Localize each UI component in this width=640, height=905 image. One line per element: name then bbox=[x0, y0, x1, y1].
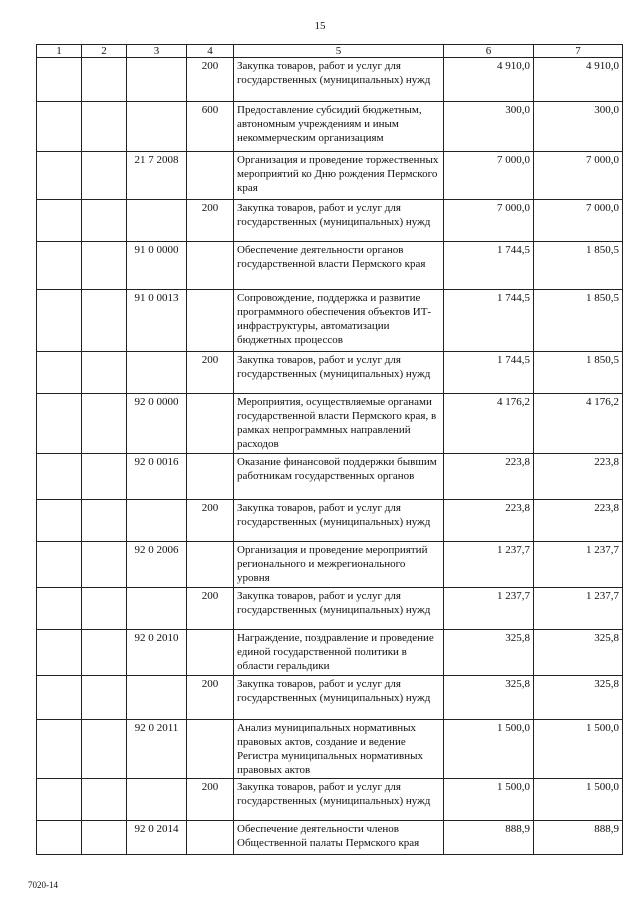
expense-type-cell: 200 bbox=[187, 58, 234, 102]
amount-col6-cell: 325,8 bbox=[444, 630, 534, 676]
column-1-cell bbox=[37, 500, 82, 542]
expense-type-cell: 200 bbox=[187, 500, 234, 542]
amount-col6-cell: 1 744,5 bbox=[444, 290, 534, 352]
expense-type-cell: 200 bbox=[187, 200, 234, 242]
column-2-cell bbox=[82, 588, 127, 630]
expense-type-cell bbox=[187, 152, 234, 200]
item-name-cell: Закупка товаров, работ и услуг для государственных (муниципальных) нужд bbox=[234, 58, 444, 102]
expense-type-cell bbox=[187, 454, 234, 500]
column-2-cell bbox=[82, 102, 127, 152]
item-name-cell: Награждение, поздравление и проведение единой государственной политики в области геральдики bbox=[234, 630, 444, 676]
expense-type-cell: 200 bbox=[187, 676, 234, 720]
column-1-cell bbox=[37, 630, 82, 676]
target-code-cell: 92 0 0016 bbox=[127, 454, 187, 500]
item-name-cell: Закупка товаров, работ и услуг для государственных (муниципальных) нужд bbox=[234, 588, 444, 630]
column-2-cell bbox=[82, 200, 127, 242]
amount-col7-cell: 223,8 bbox=[534, 454, 623, 500]
column-1-cell bbox=[37, 542, 82, 588]
column-header-4: 4 bbox=[187, 45, 234, 58]
amount-col7-cell: 1 500,0 bbox=[534, 779, 623, 821]
table-row bbox=[37, 58, 623, 102]
amount-col7-cell: 7 000,0 bbox=[534, 200, 623, 242]
item-name-cell: Закупка товаров, работ и услуг для государственных (муниципальных) нужд bbox=[234, 200, 444, 242]
amount-col6-cell: 1 500,0 bbox=[444, 779, 534, 821]
column-1-cell bbox=[37, 720, 82, 779]
column-1-cell bbox=[37, 200, 82, 242]
amount-col6-cell: 7 000,0 bbox=[444, 200, 534, 242]
table-row bbox=[37, 821, 623, 855]
column-1-cell bbox=[37, 242, 82, 290]
column-2-cell bbox=[82, 821, 127, 855]
footer-code: 7020-14 bbox=[28, 880, 58, 890]
item-name-cell: Организация и проведение торжественных мероприятий ко Дню рождения Пермского края bbox=[234, 152, 444, 200]
column-2-cell bbox=[82, 242, 127, 290]
expense-type-cell bbox=[187, 242, 234, 290]
item-name-cell: Закупка товаров, работ и услуг для государственных (муниципальных) нужд bbox=[234, 352, 444, 394]
column-1-cell bbox=[37, 676, 82, 720]
table-row bbox=[37, 290, 623, 352]
amount-col6-cell: 1 744,5 bbox=[444, 242, 534, 290]
table-row bbox=[37, 779, 623, 821]
item-name-cell: Мероприятия, осуществляемые органами государственной власти Пермского края, в рамках непрограммных направлений расходов bbox=[234, 394, 444, 454]
amount-col6-cell: 888,9 bbox=[444, 821, 534, 855]
column-1-cell bbox=[37, 454, 82, 500]
target-code-cell: 21 7 2008 bbox=[127, 152, 187, 200]
expense-type-cell: 600 bbox=[187, 102, 234, 152]
expense-type-cell bbox=[187, 290, 234, 352]
expense-type-cell: 200 bbox=[187, 352, 234, 394]
table-row bbox=[37, 454, 623, 500]
amount-col7-cell: 1 237,7 bbox=[534, 542, 623, 588]
table-row bbox=[37, 102, 623, 152]
target-code-cell bbox=[127, 500, 187, 542]
target-code-cell: 92 0 2014 bbox=[127, 821, 187, 855]
amount-col7-cell: 223,8 bbox=[534, 500, 623, 542]
item-name-cell: Предоставление субсидий бюджетным, автономным учреждениям и иным некоммерческим организациям bbox=[234, 102, 444, 152]
column-1-cell bbox=[37, 588, 82, 630]
column-1-cell bbox=[37, 152, 82, 200]
column-1-cell bbox=[37, 821, 82, 855]
amount-col6-cell: 1 744,5 bbox=[444, 352, 534, 394]
header-row bbox=[37, 45, 623, 58]
target-code-cell bbox=[127, 200, 187, 242]
amount-col6-cell: 1 237,7 bbox=[444, 588, 534, 630]
table-row bbox=[37, 676, 623, 720]
item-name-cell: Закупка товаров, работ и услуг для государственных (муниципальных) нужд bbox=[234, 676, 444, 720]
column-2-cell bbox=[82, 676, 127, 720]
column-1-cell bbox=[37, 394, 82, 454]
table-row bbox=[37, 242, 623, 290]
expense-type-cell: 200 bbox=[187, 779, 234, 821]
column-header-6: 6 bbox=[444, 45, 534, 58]
target-code-cell: 91 0 0013 bbox=[127, 290, 187, 352]
target-code-cell bbox=[127, 676, 187, 720]
column-1-cell bbox=[37, 102, 82, 152]
amount-col7-cell: 4 910,0 bbox=[534, 58, 623, 102]
amount-col6-cell: 325,8 bbox=[444, 676, 534, 720]
page-number: 15 bbox=[314, 20, 326, 32]
table-row bbox=[37, 500, 623, 542]
amount-col7-cell: 7 000,0 bbox=[534, 152, 623, 200]
table-row bbox=[37, 630, 623, 676]
amount-col7-cell: 300,0 bbox=[534, 102, 623, 152]
target-code-cell bbox=[127, 779, 187, 821]
amount-col7-cell: 4 176,2 bbox=[534, 394, 623, 454]
amount-col7-cell: 325,8 bbox=[534, 676, 623, 720]
amount-col7-cell: 888,9 bbox=[534, 821, 623, 855]
table-row bbox=[37, 152, 623, 200]
column-1-cell bbox=[37, 779, 82, 821]
column-2-cell bbox=[82, 152, 127, 200]
item-name-cell: Закупка товаров, работ и услуг для государственных (муниципальных) нужд bbox=[234, 779, 444, 821]
column-2-cell bbox=[82, 58, 127, 102]
target-code-cell: 92 0 2006 bbox=[127, 542, 187, 588]
column-2-cell bbox=[82, 290, 127, 352]
item-name-cell: Сопровождение, поддержка и развитие программного обеспечения объектов ИТ-инфраструктуры, автоматизации бюджетных процессов bbox=[234, 290, 444, 352]
column-header-3: 3 bbox=[127, 45, 187, 58]
amount-col7-cell: 1 850,5 bbox=[534, 352, 623, 394]
target-code-cell: 92 0 0000 bbox=[127, 394, 187, 454]
item-name-cell: Закупка товаров, работ и услуг для государственных (муниципальных) нужд bbox=[234, 500, 444, 542]
target-code-cell: 91 0 0000 bbox=[127, 242, 187, 290]
expense-type-cell: 200 bbox=[187, 588, 234, 630]
expense-type-cell bbox=[187, 542, 234, 588]
expense-type-cell bbox=[187, 821, 234, 855]
amount-col6-cell: 300,0 bbox=[444, 102, 534, 152]
amount-col6-cell: 223,8 bbox=[444, 500, 534, 542]
column-2-cell bbox=[82, 394, 127, 454]
column-2-cell bbox=[82, 720, 127, 779]
column-2-cell bbox=[82, 542, 127, 588]
column-1-cell bbox=[37, 58, 82, 102]
table-row bbox=[37, 542, 623, 588]
column-1-cell bbox=[37, 352, 82, 394]
column-header-5: 5 bbox=[234, 45, 444, 58]
table-row bbox=[37, 720, 623, 779]
target-code-cell bbox=[127, 588, 187, 630]
amount-col7-cell: 1 237,7 bbox=[534, 588, 623, 630]
amount-col6-cell: 4 176,2 bbox=[444, 394, 534, 454]
column-2-cell bbox=[82, 500, 127, 542]
budget-table bbox=[36, 44, 623, 855]
amount-col6-cell: 7 000,0 bbox=[444, 152, 534, 200]
amount-col6-cell: 223,8 bbox=[444, 454, 534, 500]
table-body bbox=[37, 58, 623, 855]
target-code-cell bbox=[127, 352, 187, 394]
column-1-cell bbox=[37, 290, 82, 352]
column-2-cell bbox=[82, 352, 127, 394]
table-row bbox=[37, 394, 623, 454]
expense-type-cell bbox=[187, 720, 234, 779]
amount-col7-cell: 1 850,5 bbox=[534, 242, 623, 290]
expense-type-cell bbox=[187, 630, 234, 676]
target-code-cell: 92 0 2011 bbox=[127, 720, 187, 779]
column-header-2: 2 bbox=[82, 45, 127, 58]
amount-col7-cell: 325,8 bbox=[534, 630, 623, 676]
expense-type-cell bbox=[187, 394, 234, 454]
item-name-cell: Анализ муниципальных нормативных правовых актов, создание и ведение Регистра муниципальных нормативных правовых актов bbox=[234, 720, 444, 779]
column-2-cell bbox=[82, 779, 127, 821]
item-name-cell: Обеспечение деятельности членов Общественной палаты Пермского края bbox=[234, 821, 444, 855]
item-name-cell: Оказание финансовой поддержки бывшим работникам государственных органов bbox=[234, 454, 444, 500]
table-row bbox=[37, 588, 623, 630]
target-code-cell bbox=[127, 58, 187, 102]
column-2-cell bbox=[82, 454, 127, 500]
amount-col6-cell: 4 910,0 bbox=[444, 58, 534, 102]
amount-col6-cell: 1 500,0 bbox=[444, 720, 534, 779]
target-code-cell: 92 0 2010 bbox=[127, 630, 187, 676]
amount-col7-cell: 1 500,0 bbox=[534, 720, 623, 779]
table-row bbox=[37, 200, 623, 242]
amount-col6-cell: 1 237,7 bbox=[444, 542, 534, 588]
column-2-cell bbox=[82, 630, 127, 676]
table-row bbox=[37, 352, 623, 394]
column-header-7: 7 bbox=[534, 45, 623, 58]
item-name-cell: Организация и проведение мероприятий регионального и межрегионального уровня bbox=[234, 542, 444, 588]
amount-col7-cell: 1 850,5 bbox=[534, 290, 623, 352]
item-name-cell: Обеспечение деятельности органов государственной власти Пермского края bbox=[234, 242, 444, 290]
target-code-cell bbox=[127, 102, 187, 152]
column-header-1: 1 bbox=[37, 45, 82, 58]
